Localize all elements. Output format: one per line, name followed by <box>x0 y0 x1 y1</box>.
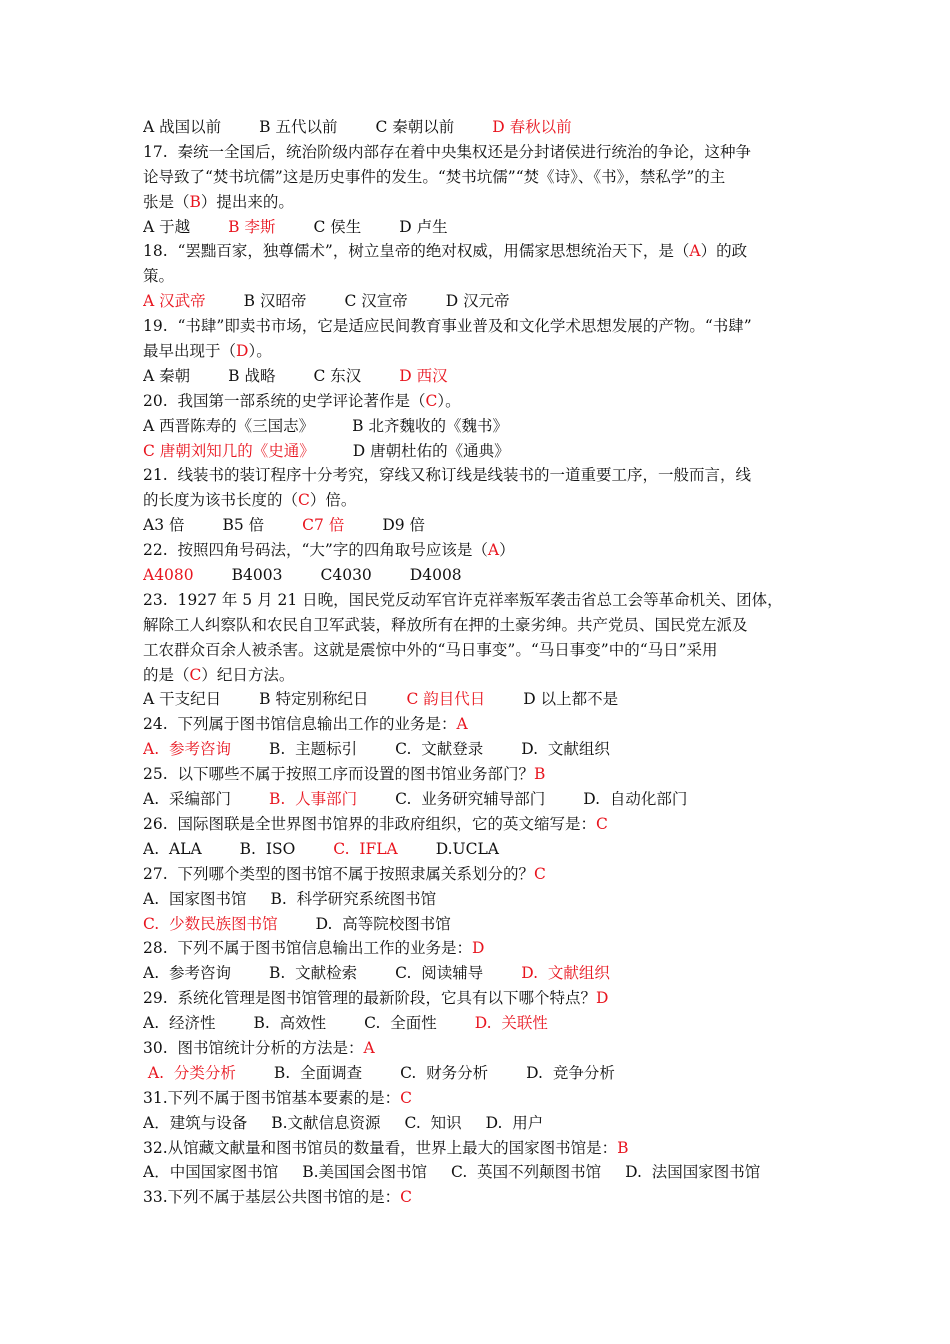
question-text: 30. 图书馆统计分析的方法是： <box>143 1038 364 1057</box>
answer-option: C. 阅读辅导 <box>395 964 484 983</box>
correct-option: A4080 <box>143 566 194 585</box>
answer-option: B. ISO <box>239 839 296 858</box>
answer-key: B <box>617 1138 629 1157</box>
text-line <box>143 165 812 190</box>
text-line <box>143 190 812 215</box>
question-text: ）。 <box>437 391 461 410</box>
text-line <box>143 1185 812 1210</box>
question-text: ）纪日方法。 <box>201 665 295 684</box>
text-line <box>143 239 812 264</box>
correct-option: A. 分类分析 <box>143 1063 236 1082</box>
answer-key: A <box>689 242 701 261</box>
text-line <box>143 613 812 638</box>
correct-option: C 韵目代日 <box>406 690 486 709</box>
text-line <box>143 1011 812 1036</box>
answer-option: D 汉元帝 <box>445 292 510 311</box>
answer-key: C <box>400 1088 413 1107</box>
question-text: 18. “罢黜百家，独尊儒术”，树立皇帝的绝对权威，用儒家思想统治天下，是（ <box>143 242 690 261</box>
question-text: 策。 <box>143 267 175 286</box>
answer-option: D.UCLA <box>435 839 499 858</box>
text-line <box>143 488 812 513</box>
answer-option: B 战略 <box>228 366 276 385</box>
answer-option: C. 业务研究辅导部门 <box>395 790 546 809</box>
answer-option: B. 文献检索 <box>268 964 358 983</box>
answer-option: B.美国国会图书馆 <box>302 1163 428 1182</box>
text-line <box>143 264 812 289</box>
answer-key: B <box>534 765 546 784</box>
question-text: 的长度为该书长度的（ <box>143 491 299 510</box>
answer-option: C. 知识 <box>404 1113 462 1132</box>
answer-option: D4008 <box>409 566 462 585</box>
answer-option: B. 主题标引 <box>268 740 358 759</box>
answer-option: A 战国以前 <box>143 118 222 136</box>
answer-key: C <box>596 814 608 833</box>
text-line <box>143 1036 812 1061</box>
question-text: 张是（ <box>143 192 190 211</box>
question-text: 26. 国际图联是全世界图书馆界的非政府组织，它的英文缩写是： <box>143 814 597 833</box>
question-text: 24. 下列属于图书馆信息输出工作的业务是： <box>143 715 457 734</box>
answer-option: D. 竞争分析 <box>526 1063 615 1082</box>
text-line <box>143 663 812 688</box>
correct-option: D. 关联性 <box>474 1014 548 1033</box>
answer-key: D <box>236 342 249 361</box>
answer-option: B5 倍 <box>222 516 265 535</box>
question-text: 27. 下列哪个类型的图书馆不属于按照隶属关系划分的？ <box>143 864 535 883</box>
question-text: 最早出现于（ <box>143 342 237 361</box>
question-text: 19. “书肆”即卖书市场，它是适应民间教育事业普及和文化学术思想发展的产物。“书肆” <box>143 317 752 336</box>
text-line <box>143 787 812 812</box>
answer-option: D. 用户 <box>485 1113 544 1132</box>
text-line <box>143 837 812 862</box>
answer-option: B 五代以前 <box>259 118 338 136</box>
question-text: 的是（ <box>143 665 190 684</box>
answer-key: C <box>298 491 310 510</box>
question-text: 33.下列不属于基层公共图书馆的是： <box>143 1188 401 1207</box>
answer-key: D <box>472 939 485 958</box>
text-line <box>143 961 812 986</box>
answer-option: D. 法国国家图书馆 <box>625 1163 761 1182</box>
correct-option: B 李斯 <box>228 217 276 236</box>
correct-option: C. 少数民族图书馆 <box>143 914 278 933</box>
answer-option: B.文献信息资源 <box>271 1113 381 1132</box>
question-text: 21. 线装书的装订程序十分考究，穿线又称订线是线装书的一道重要工序，一般而言，线 <box>143 466 752 485</box>
correct-option: C 唐朝刘知几的《史通》 <box>143 441 315 460</box>
text-line <box>143 364 812 389</box>
answer-option: C. 财务分析 <box>400 1063 489 1082</box>
answer-option: A 于越 <box>143 217 191 236</box>
text-line <box>143 538 812 563</box>
answer-option: A 秦朝 <box>143 366 191 385</box>
text-line <box>143 439 812 464</box>
answer-key: C <box>189 665 202 684</box>
question-text: 论导致了“焚书坑儒”这是历史事件的发生。“焚书坑儒”“焚《诗》、《书》，禁私学”的主 <box>143 167 726 186</box>
question-text: 25. 以下哪些不属于按照工序而设置的图书馆业务部门？ <box>143 765 535 784</box>
question-text: 29. 系统化管理是图书馆管理的最新阶段，它具有以下哪个特点？ <box>143 989 597 1008</box>
text-line <box>143 463 812 488</box>
question-text: 17. 秦统一全国后，统治阶级内部存在着中央集权还是分封诸侯进行统治的争论，这种争 <box>143 142 752 161</box>
text-line <box>143 339 812 364</box>
answer-option: D9 倍 <box>382 516 426 535</box>
text-line <box>143 1160 812 1185</box>
answer-option: A. 参考咨询 <box>143 964 231 983</box>
answer-option: A 西晋陈寿的《三国志》 <box>143 416 315 435</box>
correct-option: B. 人事部门 <box>268 790 358 809</box>
text-line <box>143 314 812 339</box>
answer-key: A <box>487 541 500 560</box>
question-text: 22. 按照四角号码法，“大”字的四角取号应该是（ <box>143 541 488 560</box>
text-line <box>143 1136 812 1161</box>
text-line <box>143 687 812 712</box>
correct-option: D 春秋以前 <box>492 118 572 136</box>
text-line <box>143 513 812 538</box>
answer-key: D <box>596 989 609 1008</box>
answer-option: C4030 <box>320 566 372 585</box>
text-line <box>143 115 812 140</box>
answer-option: D. 自动化部门 <box>583 790 688 809</box>
correct-option: D 西汉 <box>399 366 448 385</box>
answer-option: D 唐朝杜佑的《通典》 <box>352 441 510 460</box>
correct-option: D. 文献组织 <box>521 964 610 983</box>
answer-option: A．建筑与设备 <box>143 1113 248 1132</box>
question-text: ）。 <box>248 342 272 361</box>
text-line <box>143 414 812 439</box>
answer-key: B <box>189 192 201 211</box>
question-text: ）倍。 <box>309 491 357 510</box>
text-line <box>143 887 812 912</box>
answer-option: D 卢生 <box>399 217 448 236</box>
question-text: ） <box>499 541 515 560</box>
answer-option: B. 全面调查 <box>273 1063 363 1082</box>
text-line <box>143 862 812 887</box>
answer-option: B4003 <box>231 566 283 585</box>
text-line <box>143 389 812 414</box>
answer-option: C 汉宣帝 <box>344 292 408 311</box>
text-line <box>143 638 812 663</box>
correct-option: C. IFLA <box>333 839 398 858</box>
answer-option: B 北齐魏收的《魏书》 <box>352 416 508 435</box>
text-line <box>143 140 812 165</box>
text-line <box>143 936 812 961</box>
question-text: 32.从馆藏文献量和图书馆员的数量看，世界上最大的国家图书馆是： <box>143 1138 618 1157</box>
answer-key: A <box>456 715 468 734</box>
text-line <box>143 762 812 787</box>
answer-option: A. ALA <box>143 839 202 858</box>
answer-key: C <box>425 391 438 410</box>
question-text: 23. 1927 年 5 月 21 日晚，国民党反动军官许克祥率叛军袭击省总工会等革命机关、团体， <box>143 590 783 609</box>
text-line <box>143 563 812 588</box>
answer-option: A. 采编部门 <box>143 790 231 809</box>
text-line <box>143 588 812 613</box>
answer-option: D. 高等院校图书馆 <box>315 914 451 933</box>
text-line <box>143 712 812 737</box>
answer-option: B 特定别称纪日 <box>259 690 369 709</box>
question-text: 20. 我国第一部系统的史学评论著作是（ <box>143 391 426 410</box>
answer-option: A．中国国家图书馆 <box>143 1163 279 1182</box>
question-text: 28. 下列不属于图书馆信息输出工作的业务是： <box>143 939 473 958</box>
text-line <box>143 737 812 762</box>
text-line <box>143 289 812 314</box>
answer-option: D. 文献组织 <box>521 740 610 759</box>
answer-option: B. 科学研究系统图书馆 <box>270 889 437 908</box>
text-line <box>143 1111 812 1136</box>
answer-option: C. 文献登录 <box>395 740 484 759</box>
answer-option: A. 经济性 <box>143 1014 216 1033</box>
question-text: 解除工人纠察队和农民自卫军武装，释放所有在押的土豪劣绅。共产党员、国民党左派及 <box>143 615 748 634</box>
answer-key: C <box>534 864 546 883</box>
correct-option: A 汉武帝 <box>143 292 206 311</box>
text-line <box>143 986 812 1011</box>
answer-option: A. 国家图书馆 <box>143 889 247 908</box>
text-line <box>143 1061 812 1086</box>
answer-option: D 以上都不是 <box>523 690 619 709</box>
answer-key: A <box>363 1038 375 1057</box>
answer-key: C <box>400 1188 413 1207</box>
text-line <box>143 912 812 937</box>
answer-option: A 干支纪日 <box>143 690 222 709</box>
text-line <box>143 1086 812 1111</box>
text-line <box>143 215 812 240</box>
question-text: 工农群众百余人被杀害。这就是震惊中外的“马日事变”。“马日事变”中的“马日”采用 <box>143 640 718 659</box>
question-text: 31.下列不属于图书馆基本要素的是： <box>143 1088 401 1107</box>
correct-option: A. 参考咨询 <box>143 740 231 759</box>
answer-option: B. 高效性 <box>253 1014 327 1033</box>
answer-option: C. 英国不列颠图书馆 <box>451 1163 602 1182</box>
text-line <box>143 812 812 837</box>
question-text: ）的政 <box>700 242 748 261</box>
answer-option: B 汉昭帝 <box>243 292 307 311</box>
correct-option: C7 倍 <box>302 516 345 535</box>
question-text: ）提出来的。 <box>200 192 294 211</box>
answer-option: C 侯生 <box>313 217 362 236</box>
answer-option: C. 全面性 <box>364 1014 437 1033</box>
answer-option: C 东汉 <box>313 366 362 385</box>
answer-option: A3 倍 <box>143 516 185 535</box>
answer-option: C 秦朝以前 <box>375 118 455 136</box>
